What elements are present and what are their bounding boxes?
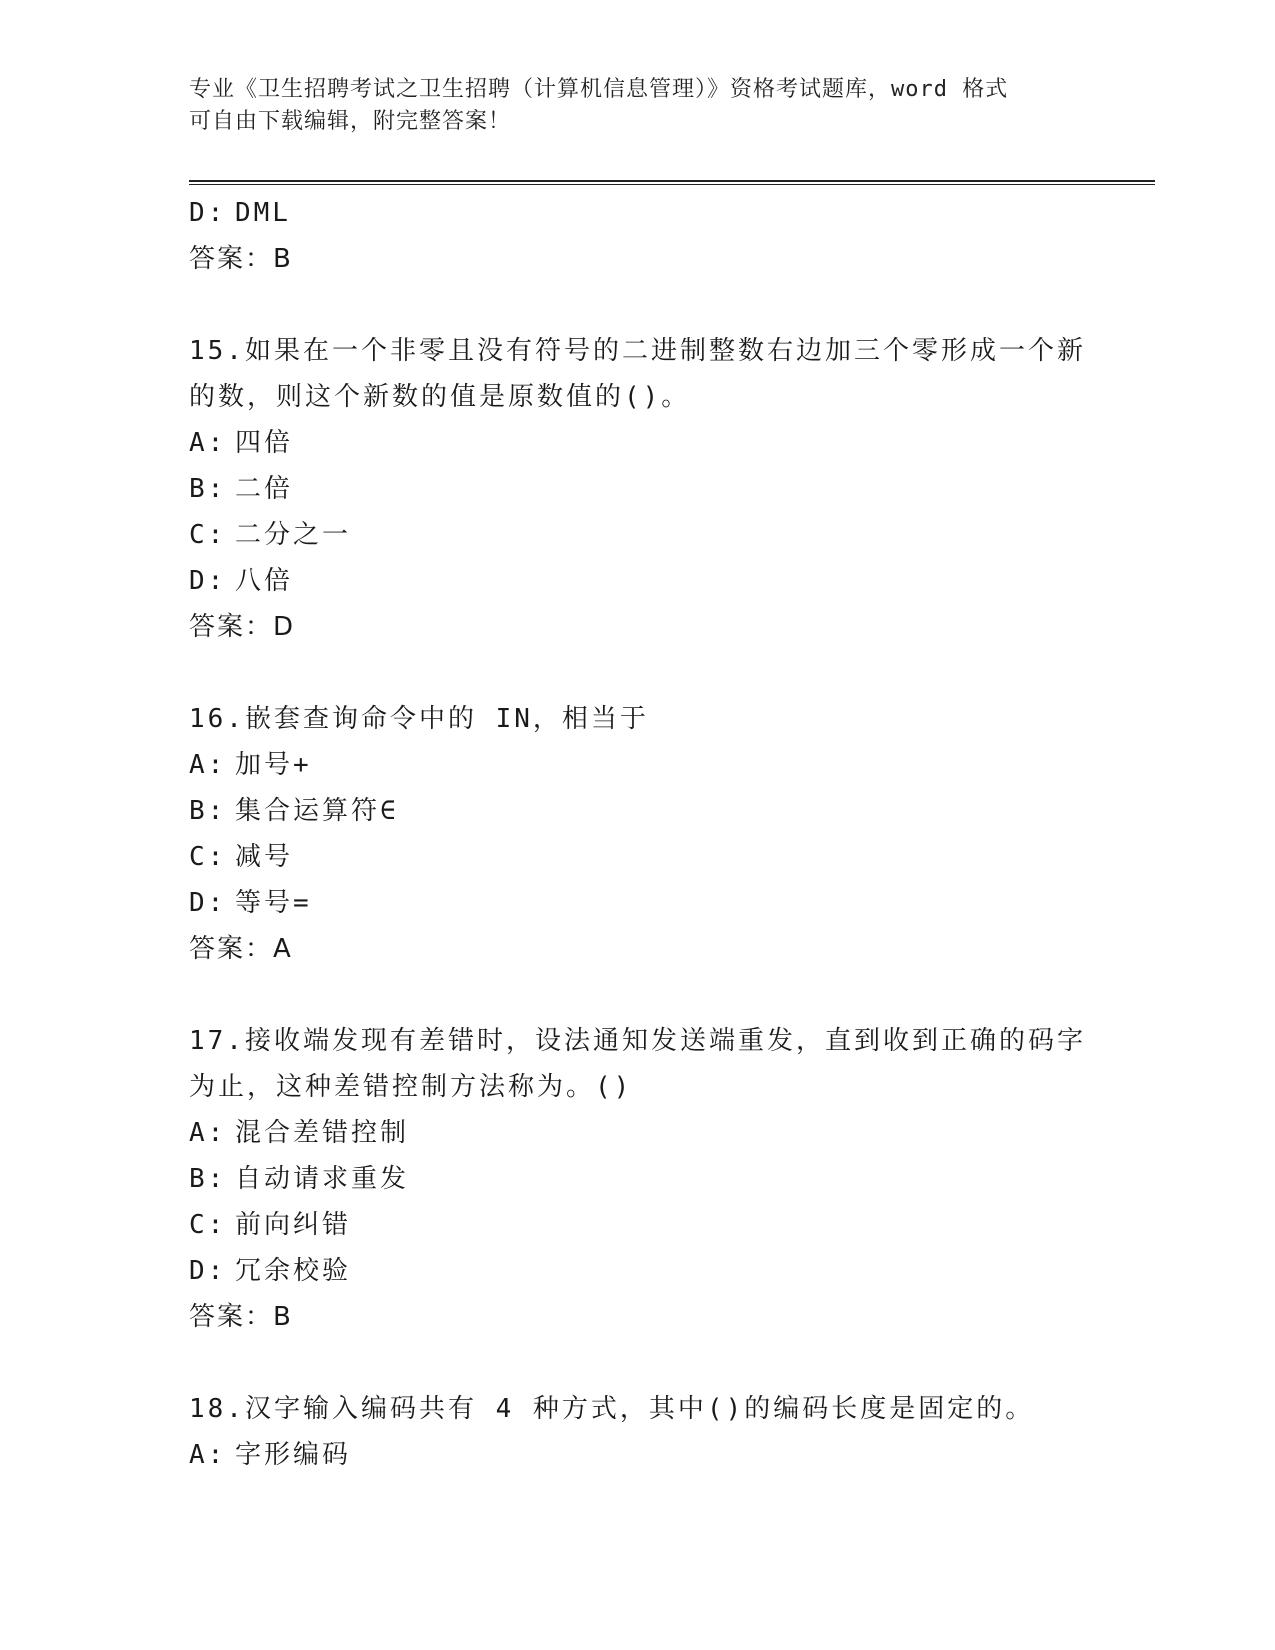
question-line: 的数，则这个新数的值是原数值的()。	[189, 382, 691, 412]
option-label: D:	[189, 1256, 227, 1286]
option-text: 冗余校验	[235, 1256, 352, 1286]
option-c	[189, 512, 1089, 558]
question-line: 15.如果在一个非零且没有符号的二进制整数右边加三个零形成一个新	[189, 336, 1086, 366]
option-a	[189, 1110, 1089, 1156]
option-label: C:	[189, 1210, 227, 1240]
question-line: 16.嵌套查询命令中的 IN，相当于	[189, 704, 649, 734]
option-label: D:	[189, 566, 227, 596]
answer-line: 答案：B	[189, 244, 293, 274]
question-17-text	[189, 1018, 1089, 1110]
option-d	[189, 190, 1089, 236]
option-text: 集合运算符∈	[235, 796, 399, 826]
option-text: 二倍	[235, 474, 294, 504]
option-a	[189, 742, 1089, 788]
option-d	[189, 1248, 1089, 1294]
option-label: A:	[189, 428, 227, 458]
option-b	[189, 788, 1089, 834]
header-divider-thin	[189, 184, 1155, 185]
option-label: A:	[189, 1118, 227, 1148]
option-label: A:	[189, 1440, 227, 1470]
option-text: 前向纠错	[235, 1210, 352, 1240]
header-line-1: 专业《卫生招聘考试之卫生招聘（计算机信息管理）》资格考试题库，word 格式	[189, 77, 1009, 102]
option-label: B:	[189, 796, 227, 826]
question-line: 为止，这种差错控制方法称为。()	[189, 1072, 633, 1102]
option-c	[189, 834, 1089, 880]
header-line-2: 可自由下载编辑，附完整答案！	[189, 109, 512, 134]
option-text: DML	[235, 198, 291, 228]
option-text: 八倍	[235, 566, 294, 596]
question-line: 17.接收端发现有差错时，设法通知发送端重发，直到收到正确的码字	[189, 1026, 1086, 1056]
option-label: B:	[189, 474, 227, 504]
option-b	[189, 466, 1089, 512]
answer-line: 答案：A	[189, 934, 293, 964]
option-text: 等号=	[235, 888, 312, 918]
option-a	[189, 420, 1089, 466]
option-label: A:	[189, 750, 227, 780]
question-16-text	[189, 696, 1089, 742]
document-header	[189, 74, 1089, 138]
option-text: 减号	[235, 842, 294, 872]
option-b	[189, 1156, 1089, 1202]
answer-line: 答案：B	[189, 1302, 293, 1332]
answer-line: 答案：D	[189, 612, 296, 642]
option-label: C:	[189, 842, 227, 872]
header-divider-thick	[189, 180, 1155, 182]
option-text: 二分之一	[235, 520, 352, 550]
option-label: B:	[189, 1164, 227, 1194]
question-15-text	[189, 328, 1089, 420]
option-label: D:	[189, 198, 227, 228]
option-a	[189, 1432, 1089, 1478]
option-text: 混合差错控制	[235, 1118, 410, 1148]
option-text: 四倍	[235, 428, 294, 458]
option-text: 自动请求重发	[235, 1164, 410, 1194]
option-d	[189, 880, 1089, 926]
option-d	[189, 558, 1089, 604]
question-18-text	[189, 1386, 1089, 1432]
question-list	[189, 190, 1089, 1478]
option-text: 加号+	[235, 750, 312, 780]
option-label: D:	[189, 888, 227, 918]
option-c	[189, 1202, 1089, 1248]
question-line: 18.汉字输入编码共有 4 种方式，其中()的编码长度是固定的。	[189, 1394, 1035, 1424]
option-text: 字形编码	[235, 1440, 352, 1470]
option-label: C:	[189, 520, 227, 550]
